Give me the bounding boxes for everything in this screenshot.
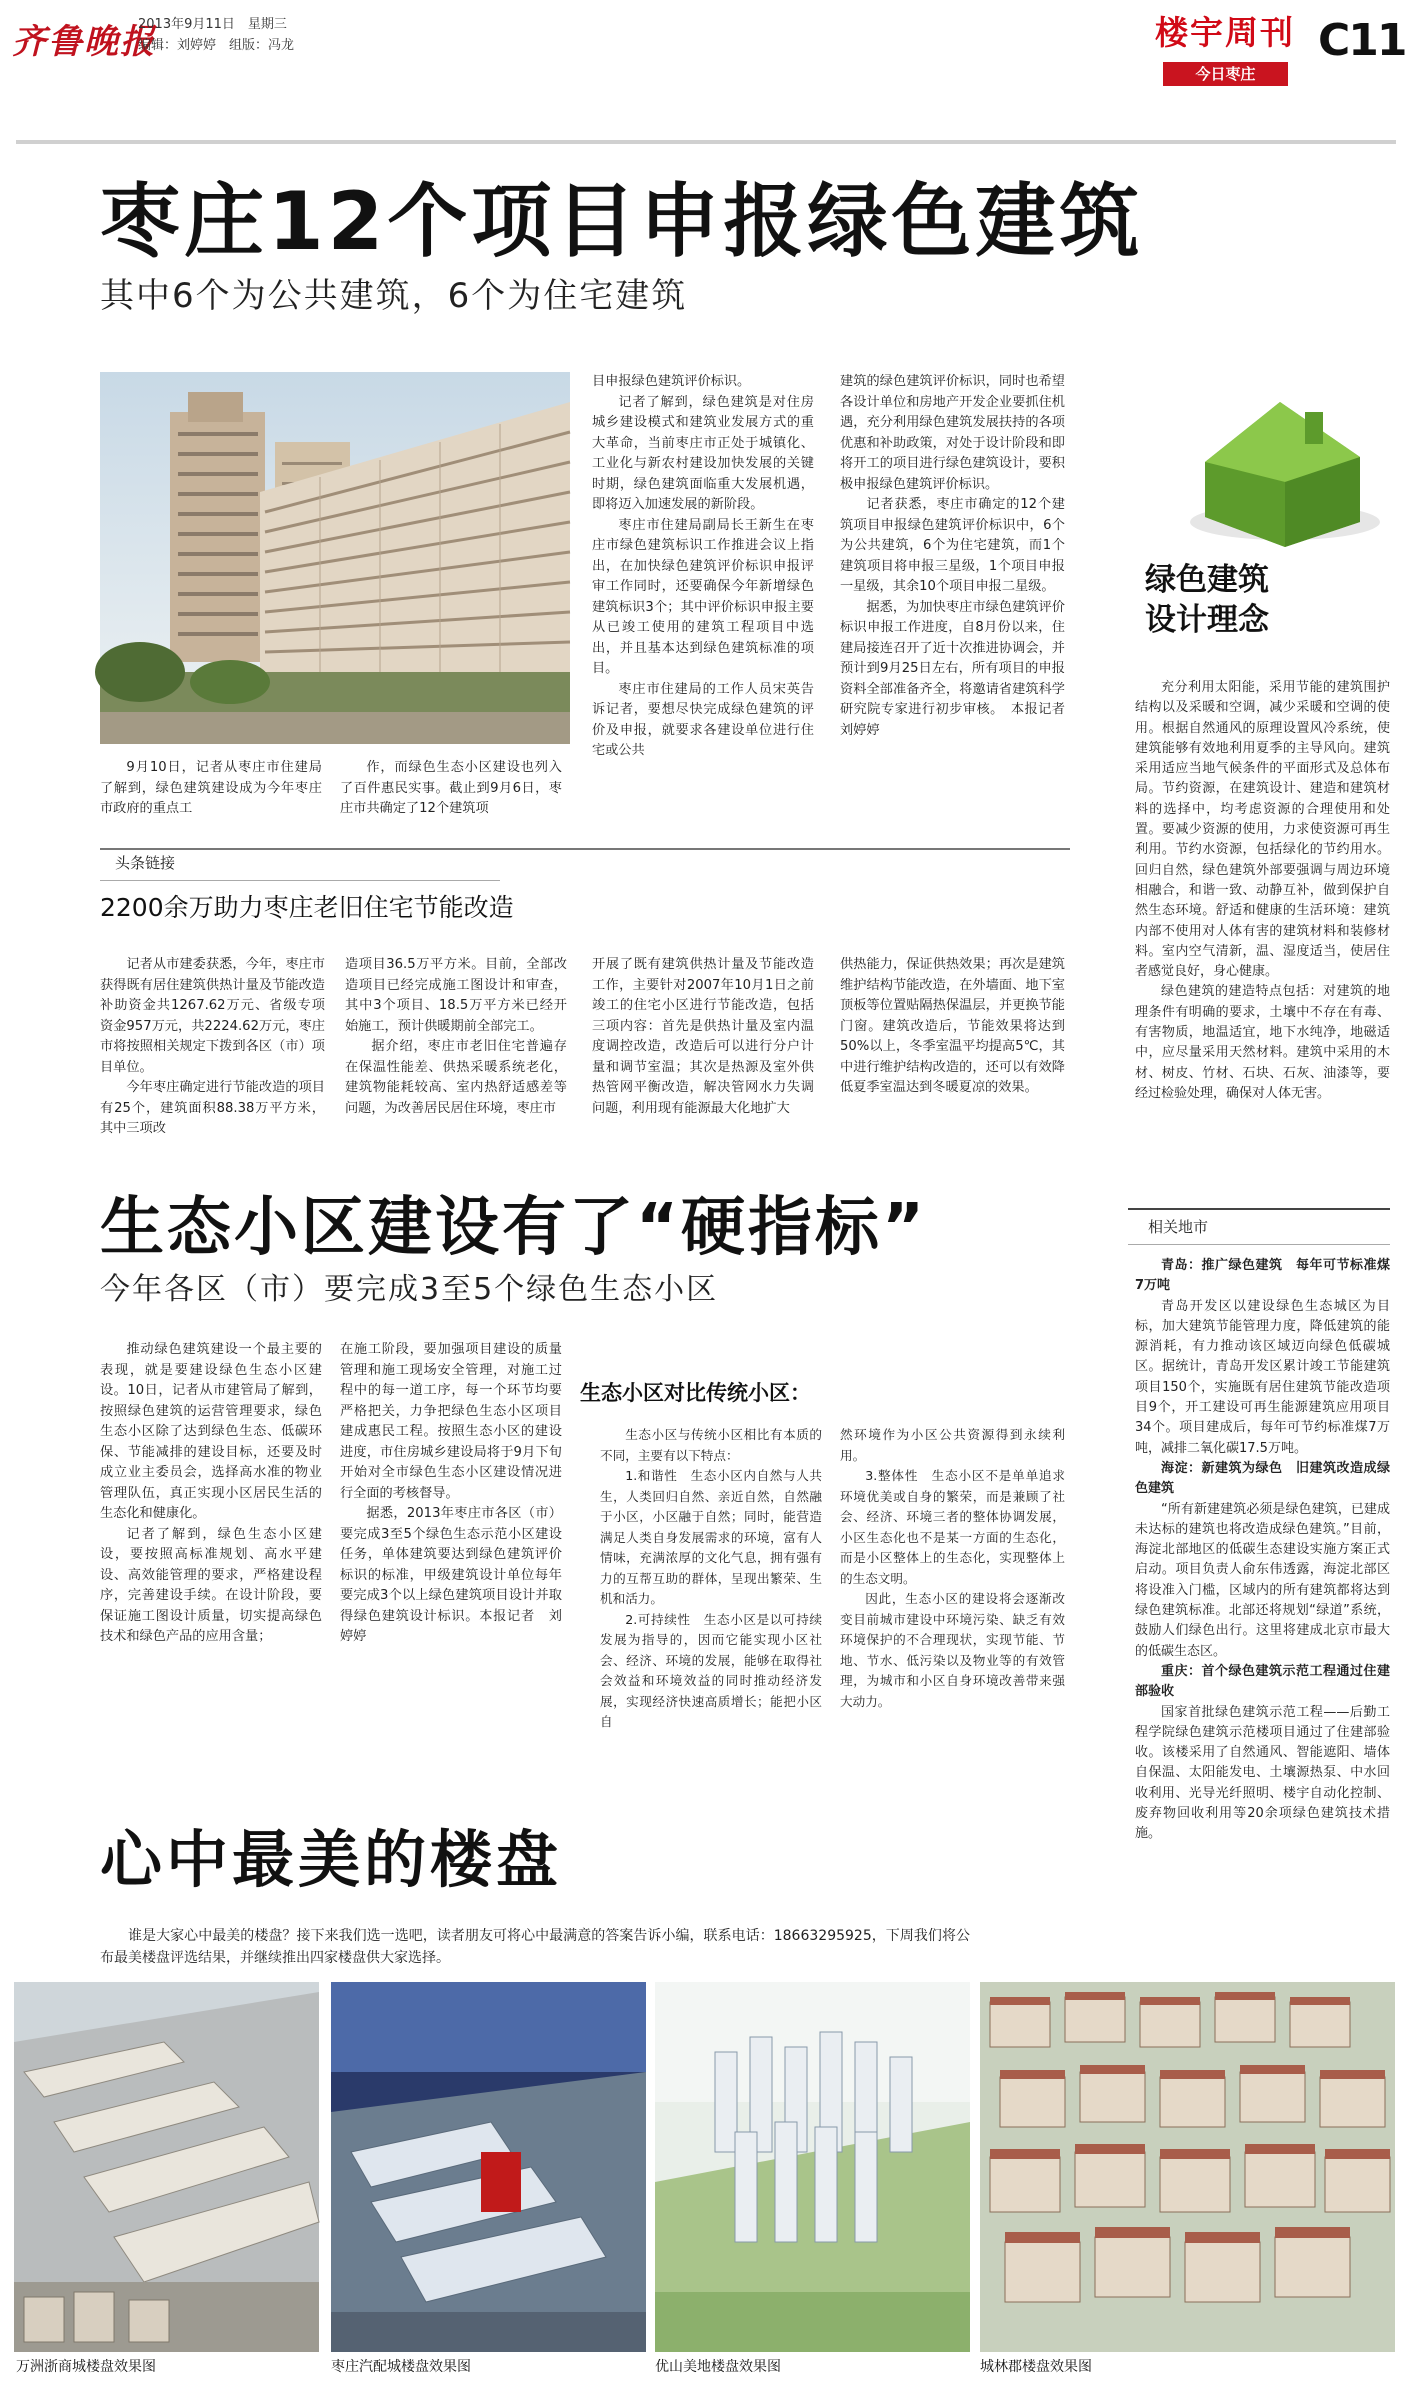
related-head: 青岛：推广绿色建筑 每年可节标准煤7万吨 bbox=[1135, 1258, 1390, 1294]
link-col1 bbox=[100, 955, 325, 1175]
story1-col2 bbox=[340, 758, 562, 838]
link-headline: 2200余万助力枣庄老旧住宅节能改造 bbox=[100, 893, 514, 922]
masthead-meta bbox=[138, 14, 294, 56]
paragraph: 记者了解到，绿色生态小区建设，要按照高标准规划、高水平建设、高效能管理的要求，严格建设程序，完善建设手续。在设计阶段，要保证施工图设计质量，切实提高绿色技术和绿色产品的应用含量； bbox=[100, 1526, 322, 1644]
related-tag: 相关地市 bbox=[1148, 1218, 1209, 1236]
paragraph: 记者从市建委获悉，今年，枣庄市获得既有居住建筑供热计量及节能改造补助资金共1267.62万元、省级专项资金957万元，共2224.62万元，枣庄市将按照相关规定下拨到各区（市）项目单位。 bbox=[100, 957, 325, 1075]
paragraph: 记者获悉，枣庄市确定的12个建筑项目申报绿色建筑评价标识中，6个为公共建筑，6个为住宅建筑，而1个建筑项目将申报三星级，1个项目申报一星级，其余10个项目申报二星级。 bbox=[840, 497, 1065, 594]
story2-subhead: 今年各区（市）要完成3至5个绿色生态小区 bbox=[100, 1272, 719, 1307]
section-title: 楼宇周刊 bbox=[1155, 13, 1295, 52]
render-photo-1 bbox=[14, 1982, 319, 2352]
link-col4 bbox=[840, 955, 1065, 1175]
paragraph: 9月10日，记者从枣庄市住建局了解到，绿色建筑建设成为今年枣庄市政府的重点工 bbox=[100, 760, 322, 816]
paragraph: 1.和谐性 生态小区内自然与人共生，人类回归自然、亲近自然，自然融于小区，小区融于自然；同时，能营造满足人类自身发展需求的环境，富有人情味，充满浓厚的文化气息，拥有强有力的互帮互助的群体，呈现出繁荣、生机和活力。 bbox=[600, 1468, 822, 1606]
paragraph: 开展了既有建筑供热计量及节能改造工作，主要针对2007年10月1日之前竣工的住宅小区进行节能改造，包括三项内容：首先是供热计量及室内温度调控改造，改造后可以进行分户计量和调节室温；其次是热源及室外供热管网平衡改造，解决管网水力失调问题，利用现有能源最大化地扩大 bbox=[592, 957, 814, 1116]
divider bbox=[1128, 1208, 1390, 1210]
paragraph: 记者了解到，绿色建筑是对住房城乡建设模式和建筑业发展方式的重大革命，当前枣庄市正处于城镇化、工业化与新农村建设加快发展的关键时期，绿色建筑面临重大发展机遇，即将迈入加速发展的新阶段。 bbox=[592, 394, 814, 512]
link-col2 bbox=[345, 955, 567, 1175]
paragraph: 2.可持续性 生态小区是以可持续发展为指导的，因而它能实现小区社会、经济、环境的发展，能够在取得社会效益和环境效益的同时推动经济发展，实现经济快速高质增长；能把小区自 bbox=[600, 1611, 822, 1729]
paragraph: 然环境作为小区公共资源得到永续利用。 bbox=[840, 1427, 1065, 1463]
story1-col4 bbox=[840, 372, 1079, 842]
paragraph: 作，而绿色生态小区建设也列入了百件惠民实事。截止到9月6日，枣庄市共确定了12个建筑项 bbox=[340, 760, 562, 816]
story1-col1 bbox=[100, 758, 322, 838]
related-head: 重庆：首个绿色建筑示范工程通过住建部验收 bbox=[1135, 1663, 1390, 1700]
newspaper-logo: 齐鲁晚报 bbox=[12, 22, 156, 62]
story3-intro: 谁是大家心中最美的楼盘？接下来我们选一选吧，读者朋友可将心中最满意的答案告诉小编，联系电话：18663295925，下周我们将公布最美楼盘评选结果，并继续推出四家楼盘供大家选择。 bbox=[100, 1928, 970, 1966]
story2-col1 bbox=[100, 1340, 322, 1790]
paragraph: 枣庄市住建局的工作人员宋英告诉记者，要想尽快完成绿色建筑的评价及申报，就要求各建设单位进行住宅或公共 bbox=[592, 681, 814, 758]
photo-caption-4: 城林郡楼盘效果图 bbox=[980, 2359, 1092, 2375]
sidebar-title-line: 设计理念 bbox=[1145, 602, 1269, 638]
section-subtitle: 今日枣庄 bbox=[1163, 62, 1288, 86]
divider bbox=[100, 848, 1070, 850]
story1-subhead: 其中6个为公共建筑，6个为住宅建筑 bbox=[100, 276, 688, 316]
divider bbox=[100, 880, 500, 881]
related-head: 海淀：新建筑为绿色 旧建筑改造成绿色建筑 bbox=[1135, 1460, 1390, 1497]
render-photo-4 bbox=[980, 1982, 1395, 2352]
story2-headline: 生态小区建设有了“硬指标” bbox=[100, 1191, 928, 1265]
paragraph: 造项目36.5万平方米。目前，全部改造项目已经完成施工图设计和审查，其中3个项目、18.5万平方米已经开始施工，预计供暖期前全部完工。 bbox=[345, 957, 567, 1034]
sidebar-title bbox=[1145, 560, 1385, 640]
sidebar-title-line: 绿色建筑 bbox=[1145, 562, 1269, 598]
paragraph: 推动绿色建筑建设一个最主要的表现，就是要建设绿色生态小区建设。10日，记者从市建管局了解到，按照绿色建筑的运营管理要求，绿色生态小区除了达到绿色生态、低碳环保、节能减排的建设目标，还要及时成立业主委员会，选择高水准的物业管理队伍，真正实现小区居民生活的生态化和健康化。 bbox=[100, 1342, 322, 1521]
editor-credits: 编辑：刘婷婷 组版：冯龙 bbox=[138, 38, 295, 53]
paragraph: 供热能力，保证供热效果；再次是建筑维护结构节能改造，在外墙面、地下室顶板等位置贴隔热保温层，并更换节能门窗。建筑改造后，节能效果将达到50%以上，冬季室温平均提高5℃，其中进行维护结构改造的，还可以有效降低夏季室温达到冬暖夏凉的效果。 bbox=[840, 957, 1065, 1095]
page-number: C11 bbox=[1318, 15, 1406, 66]
story1-headline: 枣庄12个项目申报绿色建筑 bbox=[100, 175, 1144, 268]
building-photo bbox=[100, 372, 570, 744]
paragraph: 在施工阶段，要加强项目建设的质量管理和施工现场安全管理，对施工过程中的每一道工序，每一个环节均要严格把关，力争把绿色生态小区项目建成惠民工程。按照生态小区的建设进度，市住房城乡建设局将于9月下旬开始对全市绿色生态小区建设情况进行全面的考核督导。 bbox=[340, 1342, 562, 1501]
story2-col2 bbox=[340, 1340, 562, 1790]
paragraph: 3.整体性 生态小区不是单单追求环境优美或自身的繁荣，而是兼顾了社会、经济、环境三者的整体协调发展，小区生态化也不是某一方面的生态化，而是小区整体上的生态化，实现整体上的生态文明。 bbox=[840, 1468, 1065, 1586]
paragraph: 目申报绿色建筑评价标识。 bbox=[592, 374, 751, 389]
paragraph: 生态小区与传统小区相比有本质的不同，主要有以下特点： bbox=[600, 1427, 822, 1463]
paragraph: 建筑的绿色建筑评价标识，同时也希望各设计单位和房地产开发企业要抓住机遇，充分利用绿色建筑发展扶持的各项优惠和补助政策，对处于设计阶段和即将开工的项目进行绿色建筑设计，要积极申报绿色建筑评价标识。 bbox=[840, 374, 1065, 492]
top-divider bbox=[16, 140, 1396, 144]
comparison-box-title: 生态小区对比传统小区： bbox=[580, 1381, 811, 1405]
paragraph: 青岛开发区以建设绿色生态城区为目标，加大建筑节能管理力度，降低建筑的能源消耗，有力推动该区域迈向绿色低碳城区。据统计，青岛开发区累计竣工节能建筑项目150个，实施既有居住建筑节能改造项目9个，开工建设可再生能源建筑应用项目34个。项目建成后，每年可节约标准煤7万吨，减排二氧化碳17.5万吨。 bbox=[1135, 1298, 1390, 1456]
render-photo-3 bbox=[655, 1982, 970, 2352]
paragraph: 因此，生态小区的建设将会逐渐改变目前城市建设中环境污染、缺乏有效环境保护的不合理现状，实现节能、节地、节水、低污染以及物业等的有效管理，为城市和小区自身环境改善带来强大动力。 bbox=[840, 1591, 1065, 1709]
comparison-col1 bbox=[600, 1425, 822, 1785]
paragraph: 枣庄市住建局副局长王新生在枣庄市绿色建筑标识工作推进会议上指出，在加快绿色建筑评价标识申报评审工作同时，还要确保今年新增绿色建筑标识3个；其中评价标识申报主要从已竣工使用的建筑工程项目中选出，并且基本达到绿色建筑标准的项目。 bbox=[592, 517, 814, 676]
paragraph: 充分利用太阳能，采用节能的建筑围护结构以及采暖和空调，减少采暖和空调的使用。根据自然通风的原理设置风冷系统，使建筑能够有效地利用夏季的主导风向。建筑采用适应当地气候条件的平面形式及总体布局。节约资源，在建筑设计、建造和建筑材料的选择中，均考虑资源的合理使用和处置。要减少资源的使用，力求使资源可再生利用。节约水资源，包括绿化的节约用水。回归自然，绿色建筑外部要强调与周边环境相融合，和谐一致、动静互补，做到保护自然生态环境。舒适和健康的生活环境：建筑内部不使用对人体有害的建筑材料和装修材料。室内空气清新，温、湿度适当，使居住者感觉良好，身心健康。 bbox=[1135, 680, 1390, 980]
paragraph: 据悉，为加快枣庄市绿色建筑评价标识申报工作进度，自8月份以来，住建局接连召开了近十次推进协调会，并预计到9月25日左右，所有项目的申报资料全部准备齐全，将邀请省建筑科学研究院专家进行初步审核。 本报记者 刘婷婷 bbox=[840, 599, 1079, 738]
comparison-col2 bbox=[840, 1425, 1065, 1785]
paragraph: 绿色建筑的建造特点包括：对建筑的地理条件有明确的要求，土壤中不存在有毒、有害物质，地温适宜，地下水纯净，地磁适中，应尽量采用天然材料。建筑中采用的木材、树皮、竹材、石块、石灰、油漆等，要经过检验处理，确保对人体无害。 bbox=[1135, 984, 1390, 1101]
green-house-illustration bbox=[1145, 372, 1385, 552]
paragraph: 国家首批绿色建筑示范工程——后勤工程学院绿色建筑示范楼项目通过了住建部验收。该楼采用了自然通风、智能遮阳、墙体自保温、太阳能发电、土壤源热泵、中水回收利用、光导光纤照明、楼宇自动化控制、废弃物回收利用等20余项绿色建筑技术措施。 bbox=[1135, 1704, 1390, 1842]
photo-caption-2: 枣庄汽配城楼盘效果图 bbox=[331, 2359, 471, 2375]
paragraph: 据介绍，枣庄市老旧住宅普遍存在保温性能差、供热采暖系统老化，建筑物能耗较高、室内热舒适感差等问题，为改善居民居住环境，枣庄市 bbox=[345, 1039, 567, 1116]
section-label bbox=[1145, 10, 1305, 83]
paragraph: 据悉，2013年枣庄市各区（市）要完成3至5个绿色生态示范小区建设任务，单体建筑要达到绿色建筑评价标识的标准，甲级建筑设计单位每年要完成3个以上绿色建筑项目设计并取得绿色建筑设计标识。本报记者 刘婷婷 bbox=[340, 1506, 562, 1644]
story1-col3 bbox=[592, 372, 814, 842]
photo-caption-1: 万洲浙商城楼盘效果图 bbox=[16, 2359, 156, 2375]
paragraph: 今年枣庄确定进行节能改造的项目有25个，建筑面积88.38万平方米，其中三项改 bbox=[100, 1080, 325, 1136]
photo-caption-3: 优山美地楼盘效果图 bbox=[655, 2359, 781, 2375]
issue-date: 2013年9月11日 星期三 bbox=[138, 17, 287, 32]
story3-headline: 心中最美的楼盘 bbox=[100, 1823, 563, 1896]
link-tag: 头条链接 bbox=[115, 854, 176, 872]
render-photo-2 bbox=[331, 1982, 646, 2352]
link-col3 bbox=[592, 955, 814, 1175]
divider bbox=[1128, 1244, 1390, 1245]
paragraph: “所有新建建筑必须是绿色建筑，已建成未达标的建筑也将改造成绿色建筑。”目前，海淀北部地区的低碳生态建设实施方案正式启动。项目负责人俞东伟透露，海淀北部区将设准入门槛，区域内的所有建筑都将达到绿色建筑标准。北部还将规划“绿道”系统，鼓励人们绿色出行。这里将建成北京市最大的低碳生态区。 bbox=[1135, 1501, 1390, 1659]
